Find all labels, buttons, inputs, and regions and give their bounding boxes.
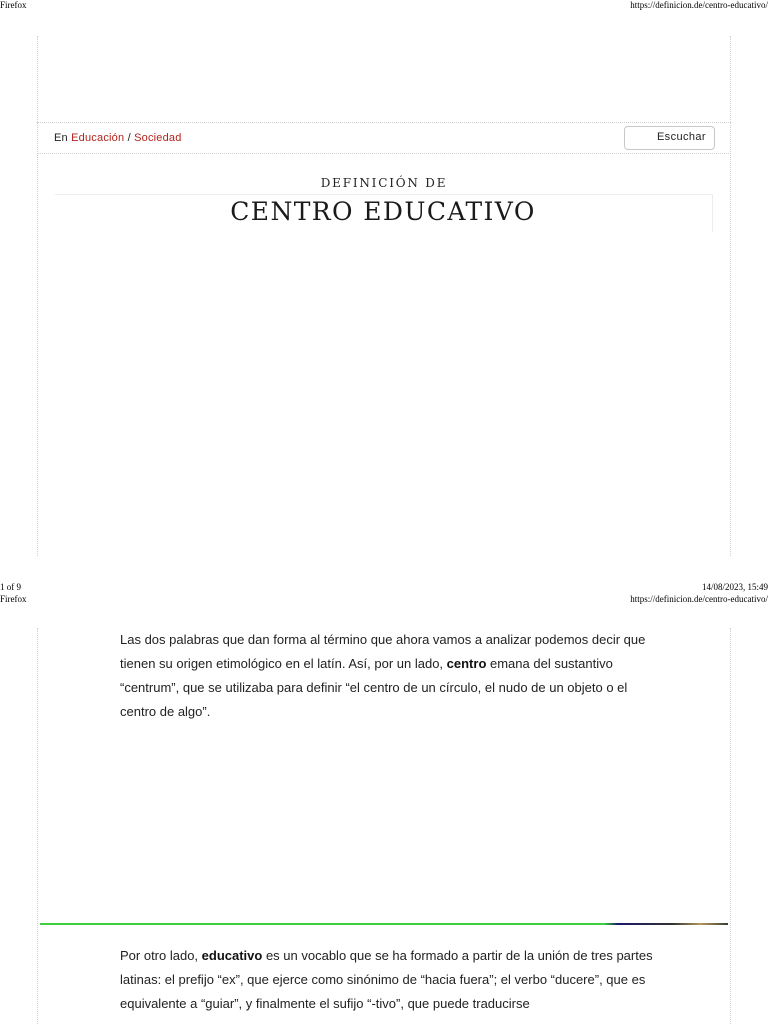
article-paragraph bbox=[120, 944, 660, 1016]
section-divider bbox=[40, 923, 728, 925]
print-footer-page: 1 of 9 bbox=[0, 582, 21, 592]
paragraph-bold-term: centro bbox=[446, 656, 487, 671]
print-header-browser: Firefox bbox=[0, 594, 27, 604]
print-header-url: https://definicion.de/centro-educativo/ bbox=[630, 0, 768, 10]
breadcrumb-link-educacion[interactable]: Educación bbox=[71, 132, 125, 144]
breadcrumb-prefix: En bbox=[54, 132, 68, 144]
print-header-browser: Firefox bbox=[0, 0, 27, 10]
print-footer-datetime: 14/08/2023, 15:49 bbox=[701, 582, 768, 592]
paragraph-bold-term: educativo bbox=[201, 948, 263, 963]
breadcrumb-separator: / bbox=[127, 132, 131, 144]
paragraph-text: Por otro lado, bbox=[120, 948, 202, 963]
article-paragraph bbox=[120, 628, 660, 724]
page-title: CENTRO EDUCATIVO bbox=[230, 197, 536, 226]
print-header-url: https://definicion.de/centro-educativo/ bbox=[630, 594, 768, 604]
breadcrumb-bar bbox=[37, 122, 731, 154]
paragraph-text: emana del sustantivo “centrum”, que se utilizaba para definir “el centro de un círculo, el nudo de un objeto o el centro de algo”. bbox=[120, 656, 628, 719]
paragraph-text: es un vocablo que se ha formado a partir de la unión de tres partes latinas: el prefijo “ex”, que ejerce como sinónimo de “hacia fuera”; el verbo “ducere”, que es equivalente a “guiar”, y finalmente el sufijo “-tivo”, que puede traducirse bbox=[120, 948, 653, 1011]
paragraph-text: Las dos palabras que dan forma al término que ahora vamos a analizar podemos decir que tienen su origen etimológico en el latín. Así, por un lado, bbox=[120, 632, 646, 671]
listen-button[interactable]: Escuchar bbox=[624, 126, 715, 150]
breadcrumb-link-sociedad[interactable]: Sociedad bbox=[134, 132, 182, 144]
title-kicker: DEFINICIÓN DE bbox=[320, 176, 448, 190]
breadcrumb bbox=[54, 132, 182, 144]
page-frame bbox=[37, 36, 731, 556]
